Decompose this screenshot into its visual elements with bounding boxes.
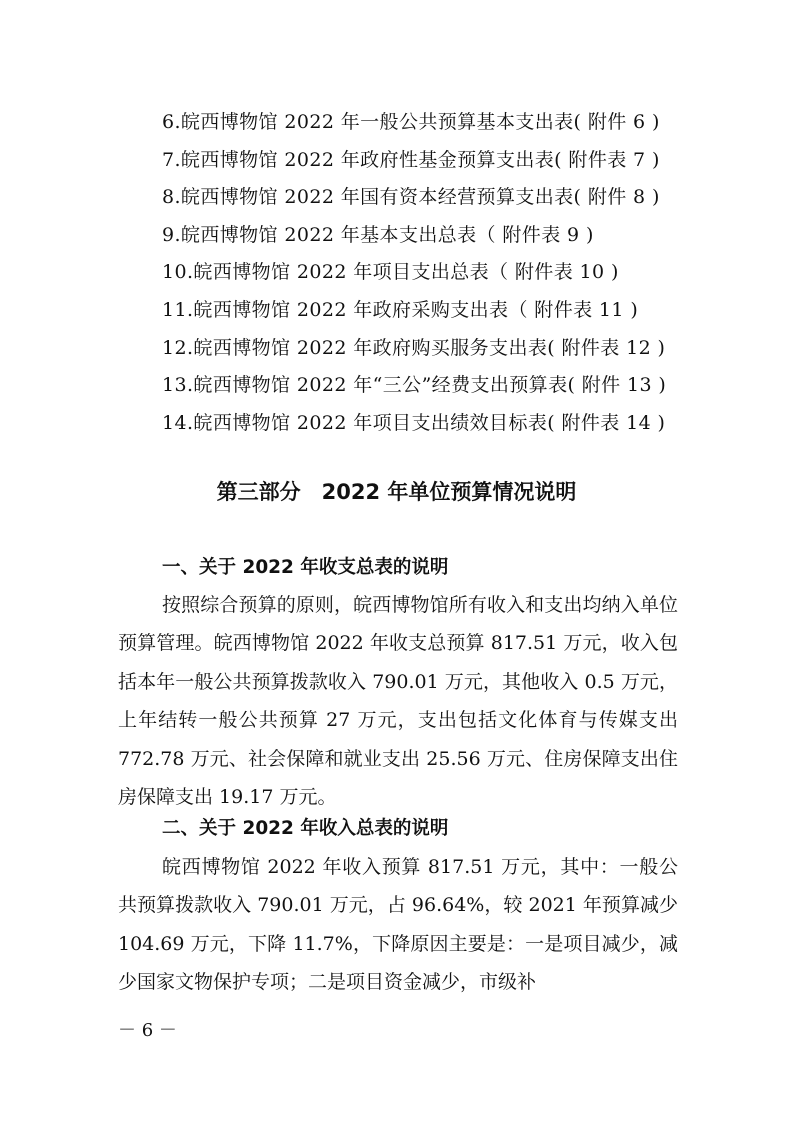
paragraph-income-expenditure: 按照综合预算的原则，皖西博物馆所有收入和支出均纳入单位预算管理。皖西博物馆 2022 年收支总预算 817.51 万元，收入包括本年一般公共预算拨款收入 790.01 万元，其他收入 0.5 万元，上年结转一般公共预算 27 万元，支出包括文化体育与传媒支出 772.78 万元、社会保障和就业支出 25.56 万元、住房保障支出住房保障支出 19.17 万元。 [118,594,678,809]
list-item: 12.皖西博物馆 2022 年政府购买服务支出表( 附件表 12 ) [162,336,666,359]
paragraph-income: 皖西博物馆 2022 年收入预算 817.51 万元，其中：一般公共预算拨款收入 790.01 万元，占 96.64%，较 2021 年预算减少 104.69 万元，下降 11.7%，下降原因主要是：一是项目减少，减少国家文物保护专项；二是项目资金减少，市级补 [118,856,678,994]
list-item: 8.皖西博物馆 2022 年国有资本经营预算支出表( 附件 8 ) [162,186,660,209]
page-number: － 6 － [118,1020,177,1041]
list-item: 14.皖西博物馆 2022 年项目支出绩效目标表( 附件表 14 ) [162,411,666,434]
list-item: 7.皖西博物馆 2022 年政府性基金预算支出表( 附件表 7 ) [162,148,660,171]
list-item: 9.皖西博物馆 2022 年基本支出总表（ 附件表 9 ) [162,223,594,246]
list-item: 10.皖西博物馆 2022 年项目支出总表（ 附件表 10 ) [162,261,619,284]
list-item: 6.皖西博物馆 2022 年一般公共预算基本支出表( 附件 6 ) [162,111,660,133]
section-heading-income-expenditure: 一、关于 2022 年收支总表的说明 [162,557,449,578]
list-item: 11.皖西博物馆 2022 年政府采购支出表（ 附件表 11 ) [162,298,639,321]
attachment-list [162,104,702,442]
section-heading-income: 二、关于 2022 年收入总表的说明 [162,818,449,839]
list-item: 13.皖西博物馆 2022 年“三公”经费支出预算表( 附件 13 ) [162,374,667,397]
section-title: 第三部分 2022 年单位预算情况说明 [216,480,577,504]
